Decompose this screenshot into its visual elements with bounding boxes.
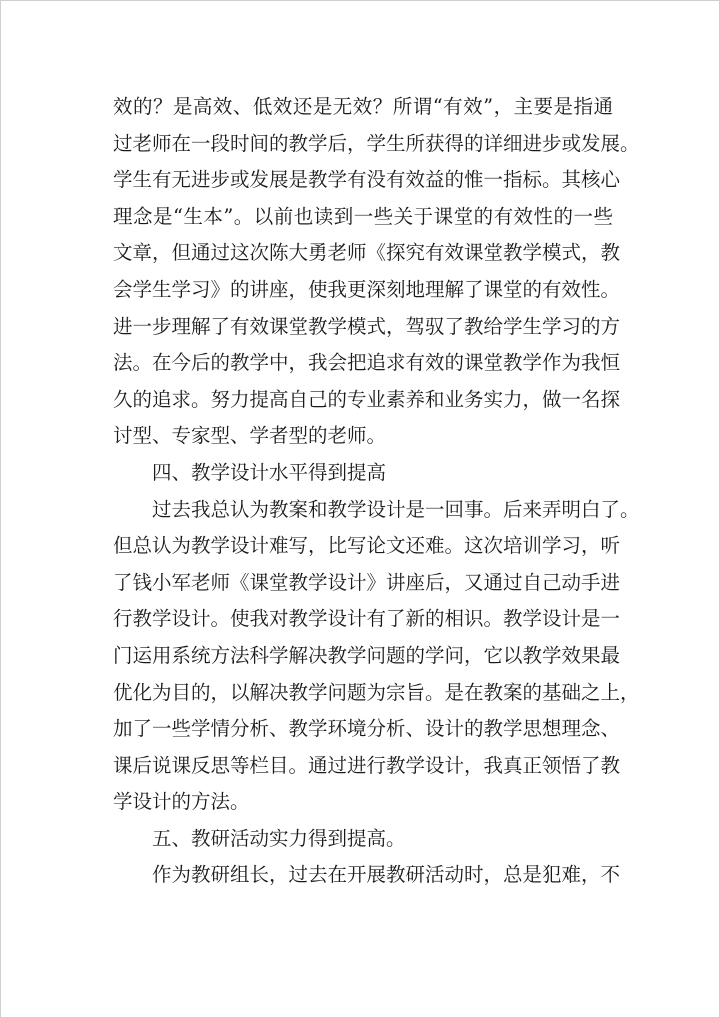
- text-line: 文章，但通过这次陈大勇老师《探究有效课堂教学模式，教: [113, 241, 621, 265]
- text-line: 学生有无进步或发展是教学有没有效益的惟一指标。其核心: [113, 168, 621, 192]
- text-line: 会学生学习》的讲座，使我更深刻地理解了课堂的有效性。: [113, 277, 621, 301]
- text-line: 久的追求。努力提高自己的专业素养和业务实力，做一名探: [113, 387, 621, 411]
- text-line: 四、教学设计水平得到提高: [152, 460, 387, 484]
- text-line: 课后说课反思等栏目。通过进行教学设计，我真正领悟了教: [113, 753, 621, 777]
- text-line: 优化为目的，以解决教学问题为宗旨。是在教案的基础之上，: [113, 680, 640, 704]
- document-body: [113, 89, 640, 894]
- text-line: 学设计的方法。: [113, 790, 250, 814]
- text-line: 门运用系统方法科学解决教学问题的学问，它以教学效果最: [113, 643, 621, 667]
- text-line: 过老师在一段时间的教学后，学生所获得的详细进步或发展。: [113, 131, 640, 155]
- text-line: 作为教研组长，过去在开展教研活动时，总是犯难，不: [152, 863, 621, 887]
- text-line: 五、教研活动实力得到提高。: [152, 826, 406, 850]
- text-line: 行教学设计。使我对教学设计有了新的相识。教学设计是一: [113, 607, 621, 631]
- text-line: 过去我总认为教案和教学设计是一回事。后来弄明白了。: [152, 497, 640, 521]
- text-line: 法。在今后的教学中，我会把追求有效的课堂教学作为我恒: [113, 351, 621, 375]
- text-line: 了钱小军老师《课堂教学设计》讲座后，又通过自己动手进: [113, 570, 621, 594]
- text-line: 进一步理解了有效课堂教学模式，驾驭了教给学生学习的方: [113, 314, 621, 338]
- text-line: 加了一些学情分析、教学环境分析、设计的教学思想理念、: [113, 717, 621, 741]
- text-line: 讨型、专家型、学者型的老师。: [113, 424, 387, 448]
- text-line: 效的？是高效、低效还是无效？所谓“有效”，主要是指通: [113, 95, 613, 118]
- text-line: 但总认为教学设计难写，比写论文还难。这次培训学习，听: [113, 534, 621, 558]
- text-line: 理念是“生本”。以前也读到一些关于课堂的有效性的一些: [113, 204, 613, 228]
